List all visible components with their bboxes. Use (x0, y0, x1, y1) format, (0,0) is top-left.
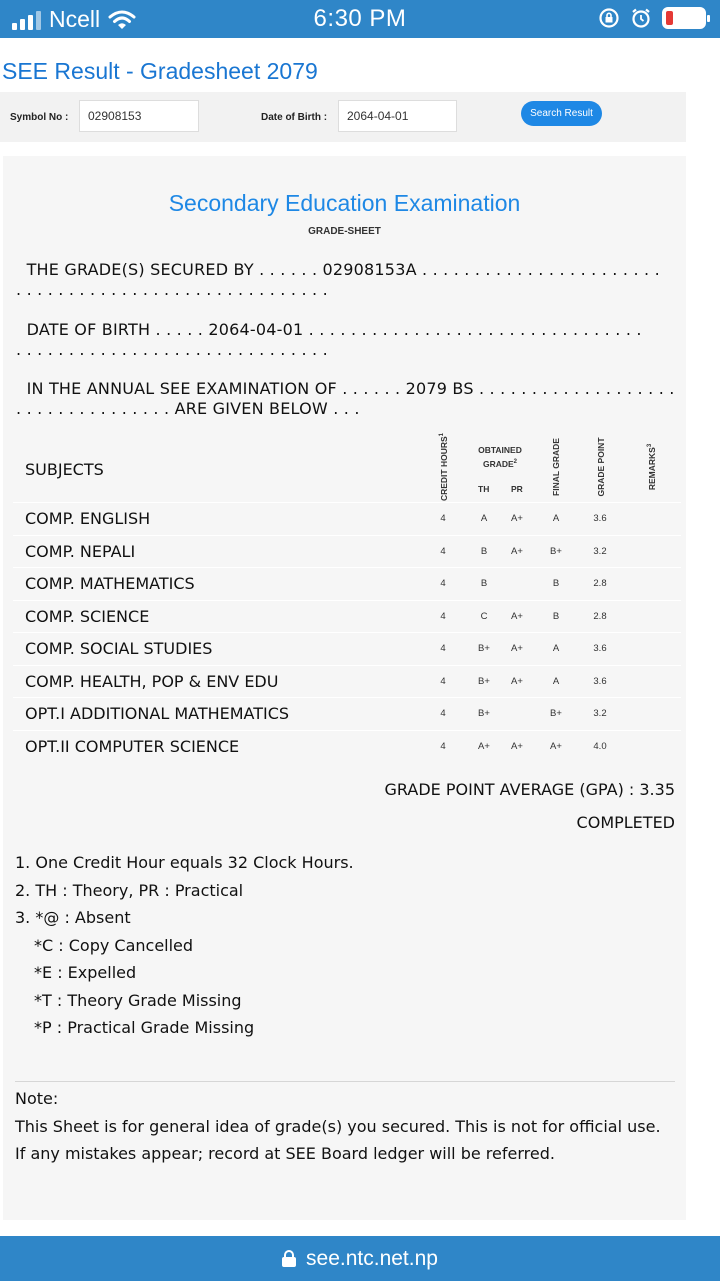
final-grade: B+ (550, 708, 562, 719)
lock-icon (282, 1250, 296, 1267)
final-grade: B+ (550, 545, 562, 557)
pr-grade: A+ (511, 740, 523, 752)
dob-value: 2064-04-01 (208, 320, 304, 339)
subject-name: COMP. MATHEMATICS (25, 574, 195, 593)
credit-hours-label: CREDIT HOURS (438, 436, 449, 502)
th-grade: A (480, 513, 488, 524)
table-row (13, 502, 681, 535)
table-row (13, 632, 681, 665)
secured-by-line: THE GRADE(S) SECURED BY . . . . . . 02908153A . . . . . . . . . . . . . . . . . . . . . . . . . . . . . . . . . . . . . . . . . . . . . . . . . . . . . (16, 260, 660, 299)
note-title: Note: (15, 1089, 59, 1108)
credit-hours: 4 (440, 578, 446, 589)
final-grade-label: FINAL GRADE (551, 438, 561, 496)
credit-hours: 4 (440, 513, 446, 524)
url-bar[interactable] (0, 1236, 720, 1281)
th-header: TH (478, 484, 490, 494)
final-grade: A+ (550, 740, 562, 752)
remarks-sup: 3 (647, 443, 654, 448)
credit-hours: 4 (440, 708, 446, 719)
grade-sheet (3, 156, 686, 1220)
legend-item: 2. TH : Theory, PR : Practical (15, 880, 244, 900)
subject-name: OPT.I ADDITIONAL MATHEMATICS (25, 704, 290, 723)
note-text: This Sheet is for general idea of grade(s) you secured. This is not for official use. If any mistakes appear; record at SEE Board ledger will be referred. (15, 1116, 661, 1163)
th-grade: B+ (478, 675, 490, 687)
subject-name: COMP. SCIENCE (25, 606, 150, 626)
secured-by-label: THE GRADE(S) SECURED BY (26, 260, 254, 279)
th-grade: B+ (478, 708, 490, 719)
legend-item: 1. One Credit Hour equals 32 Clock Hours. (15, 853, 354, 872)
table-header (13, 432, 681, 502)
table-row (13, 567, 681, 600)
exam-line-label: IN THE ANNUAL SEE EXAMINATION OF (26, 379, 337, 398)
grade-point-header (583, 436, 619, 498)
grade-table (13, 432, 681, 762)
url-text: see.ntc.net.np (306, 1246, 438, 1270)
th-grade: B (480, 545, 488, 557)
subject-name: COMP. HEALTH, POP & ENV EDU (25, 671, 279, 691)
final-grade: A (552, 513, 560, 524)
pr-grade: A+ (511, 675, 523, 687)
final-grade: A (552, 675, 560, 687)
subject-name: COMP. SOCIAL STUDIES (25, 639, 213, 658)
obtained-label: OBTAINED (478, 445, 522, 455)
pr-grade: A+ (511, 610, 523, 622)
sheet-subheading: GRADE-SHEET (308, 226, 381, 237)
grade-point: 2.8 (593, 578, 607, 589)
grade-point: 3.2 (593, 708, 607, 719)
remarks-label: REMARKS (646, 447, 657, 491)
grade-point: 4.0 (593, 740, 607, 752)
remarks-header (631, 436, 671, 498)
symbol-no-input[interactable]: 02908153 (79, 100, 199, 132)
grade-sup: 2 (513, 459, 518, 465)
given-below-label: ARE GIVEN BELOW (174, 399, 328, 418)
th-grade: A+ (478, 740, 490, 752)
credit-hours: 4 (440, 610, 446, 622)
web-page (0, 38, 720, 1236)
carrier-name: Ncell (49, 6, 101, 32)
legend (15, 849, 354, 1042)
dob-label: Date of Birth : (261, 112, 328, 123)
subject-name: OPT.II COMPUTER SCIENCE (25, 736, 240, 756)
pr-header: PR (511, 484, 523, 494)
clock: 6:30 PM (313, 5, 407, 32)
obtained-grade-header (468, 444, 532, 470)
legend-item: *E : Expelled (34, 963, 137, 982)
exam-year: 2079 BS (405, 379, 474, 398)
table-row (13, 730, 681, 763)
credit-hours: 4 (440, 675, 446, 687)
credit-hours-sup: 1 (439, 432, 446, 437)
final-grade-header (538, 436, 574, 498)
alarm-icon (630, 7, 652, 29)
legend-item: *P : Practical Grade Missing (34, 1018, 255, 1037)
grade-label: GRADE (482, 458, 514, 469)
legend-item: *C : Copy Cancelled (34, 935, 194, 955)
table-row (13, 665, 681, 698)
table-row (13, 535, 681, 568)
grade-point: 3.6 (593, 643, 607, 654)
search-result-button[interactable]: Search Result (521, 101, 602, 126)
dob-line: DATE OF BIRTH . . . . . 2064-04-01 . . . . . . . . . . . . . . . . . . . . . . . . . . . . . . . . . . . . . . . . . . . . . . . . . . . . . . . . . . . . . . (16, 320, 642, 359)
subject-name: COMP. ENGLISH (25, 509, 151, 528)
th-grade: B+ (478, 643, 490, 654)
table-row (13, 600, 681, 633)
sheet-heading: Secondary Education Examination (168, 190, 521, 216)
credit-hours: 4 (440, 740, 446, 752)
final-grade: B (552, 578, 560, 589)
grade-point: 3.6 (593, 513, 607, 524)
final-grade: A (552, 643, 560, 654)
symbol-no-label: Symbol No : (10, 112, 69, 123)
th-grade: B (480, 578, 488, 589)
search-form (0, 92, 686, 142)
subject-name: COMP. NEPALI (25, 541, 136, 561)
legend-item: *T : Theory Grade Missing (34, 990, 242, 1010)
page-title: SEE Result - Gradesheet 2079 (2, 58, 318, 84)
table-row (13, 697, 681, 730)
credit-hours: 4 (440, 643, 446, 654)
grade-point-label: GRADE POINT (596, 437, 606, 497)
credit-hours-header (423, 432, 463, 502)
final-grade: B (552, 610, 560, 622)
dob-line-label: DATE OF BIRTH (26, 320, 151, 339)
rotation-lock-icon (598, 7, 620, 29)
grade-point: 2.8 (593, 610, 607, 622)
dob-input[interactable]: 2064-04-01 (338, 100, 457, 132)
battery-icon (662, 7, 706, 29)
exam-line: IN THE ANNUAL SEE EXAMINATION OF . . . . . . 2079 BS . . . . . . . . . . . . . . . . . . . . . . . . . . . . . . . . . . ARE GIVEN BELOW . . . (16, 379, 675, 418)
credit-hours: 4 (440, 545, 446, 557)
grade-point: 3.6 (593, 675, 607, 687)
th-grade: C (480, 610, 488, 622)
legend-item: 3. *@ : Absent (15, 908, 131, 927)
symbol-number: 02908153A (322, 260, 417, 279)
note (15, 1085, 675, 1168)
pr-grade: A+ (511, 643, 523, 654)
pr-grade: A+ (511, 513, 523, 524)
result-status: COMPLETED (576, 813, 675, 832)
grade-point: 3.2 (593, 545, 607, 557)
pr-grade: A+ (511, 545, 523, 557)
gpa-text: GRADE POINT AVERAGE (GPA) : 3.35 (384, 780, 675, 799)
divider (15, 1081, 675, 1082)
subjects-header: SUBJECTS (25, 460, 104, 479)
status-bar (0, 0, 720, 38)
